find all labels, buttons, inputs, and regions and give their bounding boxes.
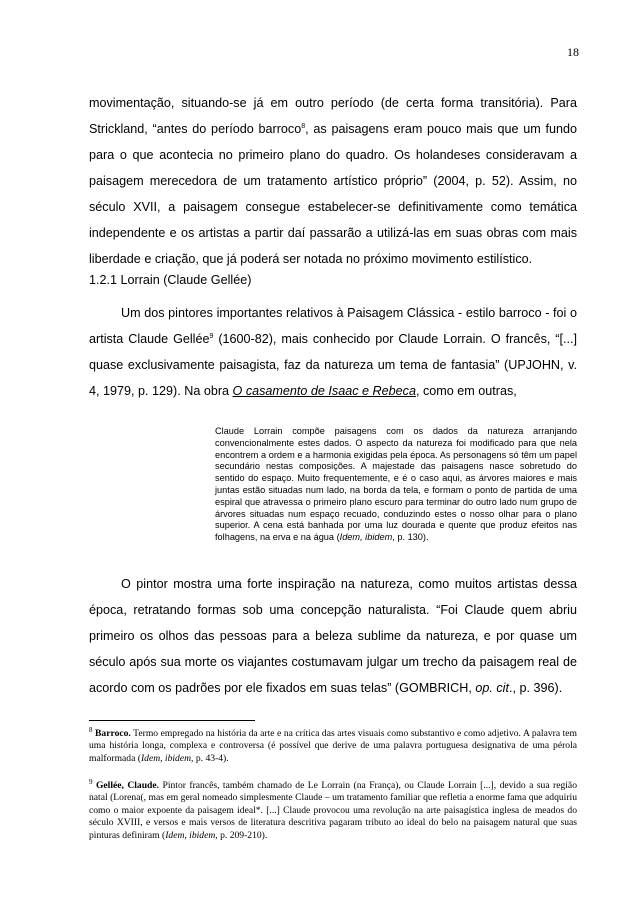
footnote-8-text-a: Termo empregado na história da arte e na crítica das artes visuais como substantivo e como adjetivo. A palavra tem uma história longa, complexa e controversa (é possível que derive de uma palavra portuguesa designativa de uma pérola malformada (	[89, 728, 577, 764]
footnote-9-text-b: , p. 209-210).	[215, 829, 268, 841]
block-quote-citation: Idem, ibidem	[339, 532, 393, 543]
paragraph-1-text-a: movimentação, situando-se já em outro período (de certa forma transitória). Para Strickland, “antes do período barroco	[89, 96, 577, 136]
footnote-8-term: Barroco.	[95, 728, 131, 739]
paragraph-1-text-b: , as paisagens eram pouco mais que um fundo para o que acontecia no primeiro plano do quadro. Os holandeses consideravam a paisagem merecedora de um tratamento artístico próprio” (2004, p. 52). Assim, no século XVII, a paisagem consegue estabelecer-se definitivamente como temática independente e os artistas a partir daí passarão a utilizá-las em suas obras com mais liberdade e criação, que já poderá ser notada no próximo movimento estilístico.	[89, 122, 577, 266]
footnote-ref-9: 9	[209, 332, 214, 340]
page-number: 18	[567, 45, 579, 59]
footnote-8-text-b: , p. 43-4).	[191, 752, 229, 764]
paragraph-3-text-a: O pintor mostra uma forte inspiração na natureza, como muitos artistas dessa época, retratando formas sob uma concepção naturalista. “Foi Claude quem abriu primeiro os olhos das pessoas para a beleza sublime da natureza, e por quase um século após sua morte os viajantes costumavam julgar um trecho da paisagem real de acordo com os padrões por ele fixados em suas telas” (GOMBRICH,	[89, 577, 577, 695]
footnote-divider	[89, 720, 255, 721]
block-quote	[215, 426, 577, 544]
paragraph-1	[89, 90, 577, 272]
paragraph-3	[89, 571, 577, 701]
footnote-8-citation: Idem, ibidem	[140, 752, 192, 764]
footnote-9-term: Gellée, Claude.	[95, 780, 160, 791]
block-quote-text-b: , p. 130).	[392, 532, 429, 543]
paragraph-2-text-a: Um dos pintores importantes relativos à Paisagem Clássica - estilo barroco - foi o artista Claude Gellée	[89, 306, 577, 346]
footnote-9-text-a: Pintor francês, também chamado de Le Lorrain (na França), ou Claude Lorrain [...], devido a sua região natal (Lorena(, mas em geral nomeado simplesmente Claude – um tratamento familiar que refletia a enorme fama que adquiriu como o maior expoente da paisagem ideal*. [...] Claude provocou uma revolução na arte paisagística inglesa de meados do século XVIII, e versos e mais versos de literatura descritiva pagaram tributo ao ideal do belo na paisagem natural que suas pinturas definiram (	[89, 780, 577, 841]
paragraph-2	[89, 300, 577, 404]
footnote-8	[89, 725, 577, 765]
section-heading: 1.2.1 Lorrain (Claude Gellée)	[89, 273, 252, 287]
footnote-9-number: 9	[89, 777, 93, 786]
footnote-9	[89, 777, 577, 842]
footnote-8-number: 8	[89, 725, 93, 734]
paragraph-3-text-b: ., p. 396).	[508, 681, 563, 695]
paragraph-2-text-b: (1600-82), mais conhecido por Claude Lorrain. O francês, “[...] quase exclusivamente paisagista, faz da natureza um tema de fantasia” (UPJOHN, v. 4, 1979, p. 129). Na obra	[89, 332, 577, 398]
paragraph-2-text-c: , como em outras,	[415, 384, 517, 398]
block-quote-text-a: Claude Lorrain compõe paisagens com os dados da natureza arranjando convencionalmente estes dados. O aspecto da natureza foi modificado para que nela encontrem a ordem e a harmonia exigidas pela época. As personagens só têm um papel secundário nestas composições. A majestade das paisagens nasce sobretudo do sentido do espaço. Muito frequentemente, e é o caso aqui, as árvores maiores e mais juntas estão situadas num lado, na borda da tela, e formam o ponto de partida de uma espiral que atravessa o primeiro plano escuro para terminar do outro lado num grupo de árvores situadas num espaço recuado, conduzindo estes o nosso olhar para o plano superior. A cena está banhada por uma luz dourada e quente que produz efeitos nas folhagens, na erva e na água (	[215, 426, 577, 543]
artwork-title: O casamento de Isaac e Rebeca	[232, 384, 416, 398]
footnote-ref-8: 8	[301, 122, 306, 130]
paragraph-3-citation: op. cit	[475, 681, 509, 695]
footnote-9-citation: Idem, ibidem	[165, 829, 216, 841]
